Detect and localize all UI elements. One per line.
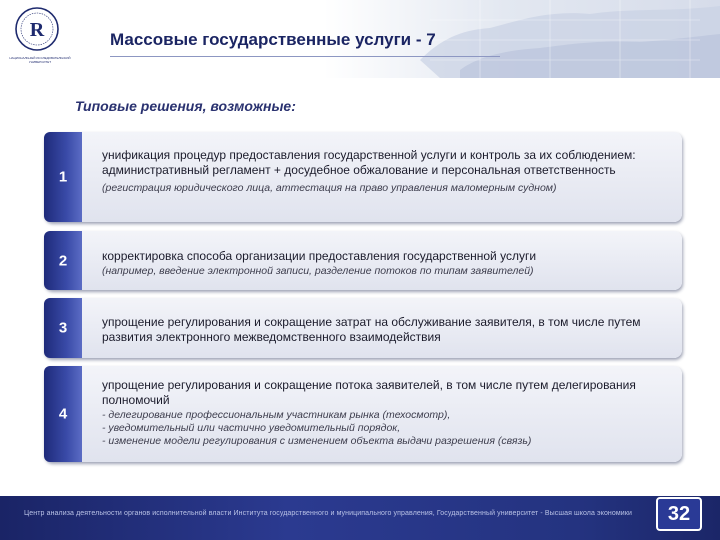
logo-letter: R bbox=[29, 19, 45, 41]
item-note: - уведомительный или частично уведомительный порядок, bbox=[102, 422, 401, 434]
item-body bbox=[102, 378, 674, 448]
list-item-4 bbox=[44, 366, 682, 462]
item-text: упрощение регулирования и сокращение затрат на обслуживание заявителя, в том числе путем развития электронного межведомственного взаимодействия bbox=[102, 315, 641, 344]
item-number-tab bbox=[44, 231, 82, 290]
title-underline bbox=[110, 56, 500, 57]
item-note: (регистрация юридического лица, аттестация на право управления маломерным судном) bbox=[102, 182, 557, 194]
page-title: Массовые государственные услуги - 7 bbox=[110, 30, 436, 49]
item-number-tab bbox=[44, 298, 82, 358]
university-logo-icon bbox=[14, 6, 60, 52]
header-band bbox=[0, 0, 720, 78]
item-body bbox=[102, 315, 674, 345]
list-item-1 bbox=[44, 132, 682, 222]
page-number-badge: 32 bbox=[656, 497, 702, 531]
item-number: 3 bbox=[58, 319, 68, 337]
item-number: 2 bbox=[58, 252, 68, 269]
list-item-2 bbox=[44, 231, 682, 290]
item-note: - изменение модели регулирования с изменением объекта выдачи разрешения (связь) bbox=[102, 435, 532, 447]
world-map-background bbox=[400, 0, 720, 78]
item-body bbox=[102, 249, 674, 278]
item-number: 1 bbox=[58, 168, 68, 186]
item-number: 4 bbox=[58, 405, 68, 423]
item-body bbox=[102, 148, 674, 195]
item-text: корректировка способа организации предоставления государственной услуги bbox=[102, 249, 537, 263]
item-note: (например, введение электронной записи, разделение потоков по типам заявителей) bbox=[102, 265, 534, 277]
item-text: упрощение регулирования и сокращение потока заявителей, в том числе путем делегирования полномочий bbox=[102, 378, 636, 407]
footer-band bbox=[0, 496, 720, 540]
subtitle: Типовые решения, возможные: bbox=[75, 98, 296, 114]
item-number-tab bbox=[44, 366, 82, 462]
item-number-tab bbox=[44, 132, 82, 222]
logo-caption: НАЦИОНАЛЬНЫЙ ИССЛЕДОВАТЕЛЬСКИЙ УНИВЕРСИТЕТ bbox=[9, 56, 71, 64]
list-item-3 bbox=[44, 298, 682, 358]
item-note: - делегирование профессиональным участникам рынка (техосмотр), bbox=[102, 409, 451, 421]
item-text: унификация процедур предоставления государственной услуги и контроль за их соблюдением: административный регламент + досудебное обжалование и персональная ответственность bbox=[102, 148, 636, 177]
footer-text: Центр анализа деятельности органов исполнительной власти Института государственного и муниципального управления, Государственный университет - Высшая школа экономики bbox=[24, 510, 632, 517]
